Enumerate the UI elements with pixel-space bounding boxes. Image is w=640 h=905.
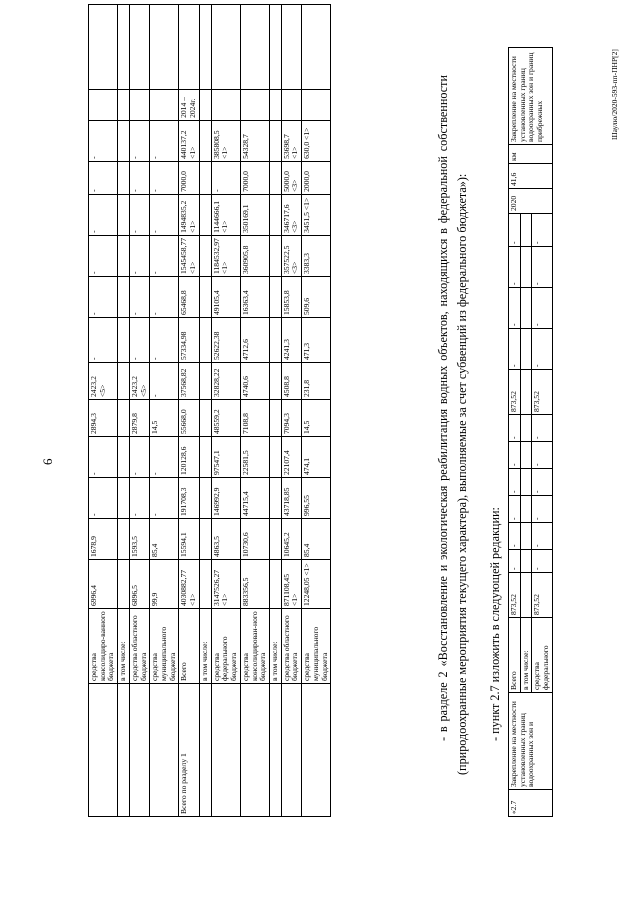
value-cell bbox=[118, 519, 130, 560]
value-cell bbox=[199, 478, 211, 519]
table-row bbox=[199, 4, 211, 816]
value-cell: 1545458,77 <1> bbox=[179, 235, 199, 276]
empty-cell bbox=[118, 4, 130, 89]
table-row bbox=[129, 4, 149, 816]
value-cell bbox=[118, 560, 130, 609]
table-row bbox=[240, 4, 269, 816]
empty-cell bbox=[302, 4, 331, 89]
value-cell: 357522,5 <3> bbox=[281, 235, 301, 276]
value-cell bbox=[118, 478, 130, 519]
value-cell bbox=[269, 161, 281, 194]
value-cell: - bbox=[509, 415, 521, 442]
value-cell: 1144666,1 <1> bbox=[211, 194, 240, 235]
value-cell: - bbox=[211, 161, 240, 194]
value-cell: 1184532,97 <1> bbox=[211, 235, 240, 276]
value-cell: 2423,2 <5> bbox=[89, 363, 118, 400]
value-cell: - bbox=[89, 120, 118, 161]
value-cell: 996,55 bbox=[302, 478, 331, 519]
value-cell: - bbox=[509, 247, 521, 288]
empty-cell bbox=[150, 4, 179, 89]
value-cell: 3451,5 <1> bbox=[302, 194, 331, 235]
value-cell bbox=[118, 120, 130, 161]
row-label: средства областного бюджета bbox=[281, 609, 301, 684]
value-cell: - bbox=[129, 437, 149, 478]
value-cell bbox=[199, 120, 211, 161]
value-cell bbox=[199, 519, 211, 560]
value-cell bbox=[269, 400, 281, 437]
value-cell bbox=[199, 235, 211, 276]
value-cell bbox=[118, 277, 130, 318]
section-cell bbox=[281, 684, 301, 817]
row-label: в том числе: bbox=[118, 609, 130, 684]
value-cell: - bbox=[509, 469, 521, 496]
value-cell bbox=[118, 235, 130, 276]
value-cell: 1678,9 bbox=[89, 519, 118, 560]
row-label: в том числе: bbox=[520, 618, 532, 693]
value-cell: 3147526,27 <1> bbox=[211, 560, 240, 609]
value-cell: 85,4 bbox=[150, 519, 179, 560]
value-cell: 440137,2 <1> bbox=[179, 120, 199, 161]
value-cell: - bbox=[532, 550, 552, 573]
value-cell bbox=[269, 318, 281, 363]
value-cell bbox=[520, 469, 532, 496]
value-cell: 6996,4 bbox=[89, 560, 118, 609]
year-cell: 2014 – 2024г. bbox=[179, 89, 199, 120]
value-cell bbox=[118, 194, 130, 235]
total-cell: 873,52 bbox=[509, 573, 521, 618]
value-cell: 12248,05 <1> bbox=[302, 560, 331, 609]
table-row bbox=[211, 4, 240, 816]
value-cell: - bbox=[509, 496, 521, 523]
value-cell: - bbox=[129, 194, 149, 235]
value-cell: - bbox=[150, 363, 179, 400]
table-row bbox=[118, 4, 130, 816]
value-cell: 191708,3 bbox=[179, 478, 199, 519]
value-cell: 15594,1 bbox=[179, 519, 199, 560]
value-cell bbox=[199, 277, 211, 318]
year-cell bbox=[211, 89, 240, 120]
value-cell: 7000,0 bbox=[240, 161, 269, 194]
value-cell: 43718,85 bbox=[281, 478, 301, 519]
item-number: «2.7 bbox=[509, 790, 553, 817]
value-cell: 883356,5 bbox=[240, 560, 269, 609]
year-cell bbox=[281, 89, 301, 120]
value-cell: 4740,6 bbox=[240, 363, 269, 400]
value-cell: 630,0 <1> bbox=[302, 120, 331, 161]
table-row bbox=[281, 4, 301, 816]
value-cell: 474,1 bbox=[302, 437, 331, 478]
value-cell: 22107,4 bbox=[281, 437, 301, 478]
value-cell: 55668,0 bbox=[179, 400, 199, 437]
row-label: средства муниципального бюджета bbox=[150, 609, 179, 684]
value-cell: - bbox=[129, 318, 149, 363]
value-cell: - bbox=[150, 318, 179, 363]
value-cell: 6896,5 bbox=[129, 560, 149, 609]
value-cell: 99,9 bbox=[150, 560, 179, 609]
value-cell: - bbox=[532, 496, 552, 523]
value-cell bbox=[269, 363, 281, 400]
value-cell: 346717,6 <3> bbox=[281, 194, 301, 235]
row-label: средства консолидирован-ного бюджета bbox=[240, 609, 269, 684]
value-cell: 4508,8 bbox=[281, 363, 301, 400]
value-cell: 2000,0 bbox=[302, 161, 331, 194]
value-cell bbox=[269, 519, 281, 560]
value-cell: - bbox=[532, 523, 552, 550]
value-cell bbox=[199, 560, 211, 609]
value-cell bbox=[269, 560, 281, 609]
value-cell: 54328,7 bbox=[240, 120, 269, 161]
value-cell: 10730,6 bbox=[240, 519, 269, 560]
value-cell: 385808,5 <1> bbox=[211, 120, 240, 161]
value-cell: - bbox=[89, 235, 118, 276]
empty-cell bbox=[211, 4, 240, 89]
table-row bbox=[509, 48, 521, 817]
value-cell bbox=[118, 318, 130, 363]
section-cell: Всего по разделу 1 bbox=[179, 684, 199, 817]
empty-cell bbox=[89, 4, 118, 89]
value-cell bbox=[520, 523, 532, 550]
value-cell: 7000,0 bbox=[179, 161, 199, 194]
year-cell bbox=[269, 89, 281, 120]
value-cell bbox=[199, 363, 211, 400]
result-cell: Закрепление на местности установленных границ водоохранных зон и границ прибрежных bbox=[509, 48, 553, 145]
value-cell: - bbox=[150, 194, 179, 235]
page-number: 6 bbox=[40, 458, 55, 465]
footer-code: Шаулю/2020-593-пп-ПНР[2] bbox=[610, 49, 619, 140]
value-cell bbox=[199, 437, 211, 478]
value-cell bbox=[520, 496, 532, 523]
value-cell bbox=[118, 161, 130, 194]
value-cell: 2894,3 bbox=[89, 400, 118, 437]
value-cell: 471,3 bbox=[302, 318, 331, 363]
value-cell bbox=[520, 329, 532, 370]
value-cell bbox=[269, 437, 281, 478]
paragraph-section-2: - в разделе 2 «Восстановление и экологическая реабилитация водных объектов, находящихся в федеральной собственности (природоохранные мероприятия текущего характера), выполняемые за счет субвенций из федерального бюджета»): bbox=[436, 75, 469, 775]
value-cell: 873,52 bbox=[532, 370, 552, 415]
value-cell: - bbox=[532, 329, 552, 370]
value-cell: - bbox=[532, 415, 552, 442]
section-cell bbox=[129, 684, 149, 817]
value-cell: 3383,3 bbox=[302, 235, 331, 276]
value-cell: 22581,5 bbox=[240, 437, 269, 478]
value-cell: 4712,6 bbox=[240, 318, 269, 363]
value-cell: - bbox=[129, 235, 149, 276]
section-cell bbox=[302, 684, 331, 817]
value-cell: - bbox=[509, 523, 521, 550]
value-cell bbox=[269, 277, 281, 318]
value-cell: - bbox=[509, 288, 521, 329]
section-cell bbox=[199, 684, 211, 817]
budget-table-bottom bbox=[508, 47, 553, 817]
value-cell: - bbox=[89, 437, 118, 478]
value-cell bbox=[520, 247, 532, 288]
value-cell: - bbox=[89, 194, 118, 235]
value-cell: 16363,4 bbox=[240, 277, 269, 318]
table-row bbox=[150, 4, 179, 816]
row-label: в том числе: bbox=[199, 609, 211, 684]
value-cell bbox=[269, 235, 281, 276]
value-cell: 7108,8 bbox=[240, 400, 269, 437]
value-cell: 5000,0 <3> bbox=[281, 161, 301, 194]
value-cell: 1593,5 bbox=[129, 519, 149, 560]
value-cell: - bbox=[129, 478, 149, 519]
empty-cell bbox=[281, 4, 301, 89]
value-cell: - bbox=[89, 318, 118, 363]
row-label: средства федерального bbox=[532, 618, 552, 693]
row-label: Всего bbox=[179, 609, 199, 684]
row-label: средства муниципального бюджета bbox=[302, 609, 331, 684]
year-cell bbox=[150, 89, 179, 120]
value-cell: 871108,45 <1> bbox=[281, 560, 301, 609]
section-cell bbox=[150, 684, 179, 817]
value-cell bbox=[520, 214, 532, 247]
value-cell bbox=[269, 478, 281, 519]
total-cell bbox=[520, 573, 532, 618]
value-cell: - bbox=[150, 161, 179, 194]
row-label: Всего bbox=[509, 618, 521, 693]
value-cell: - bbox=[532, 247, 552, 288]
value-cell: - bbox=[532, 469, 552, 496]
year-cell bbox=[89, 89, 118, 120]
empty-cell bbox=[179, 4, 199, 89]
item-name: Закрепление на местности установленных границ водоохранных зон и bbox=[509, 693, 553, 790]
value-cell: - bbox=[89, 478, 118, 519]
value-cell: - bbox=[129, 120, 149, 161]
value-cell: 1494835,2 <1> bbox=[179, 194, 199, 235]
total-cell: 873,52 bbox=[532, 573, 552, 618]
value-cell: - bbox=[532, 214, 552, 247]
section-cell bbox=[211, 684, 240, 817]
table-row bbox=[89, 4, 118, 816]
value-cell: 14,5 bbox=[150, 400, 179, 437]
empty-cell bbox=[269, 4, 281, 89]
paragraph-item-2-7: - пункт 2.7 изложить в следующей редакции: bbox=[488, 507, 502, 741]
value-cell: - bbox=[532, 288, 552, 329]
value-cell: - bbox=[532, 442, 552, 469]
row-label: средства федерального бюджета bbox=[211, 609, 240, 684]
empty-cell bbox=[129, 4, 149, 89]
value-cell: 7094,3 bbox=[281, 400, 301, 437]
empty-cell bbox=[240, 4, 269, 89]
value-cell: - bbox=[150, 437, 179, 478]
value-cell: - bbox=[129, 161, 149, 194]
value-cell bbox=[118, 400, 130, 437]
year-cell bbox=[199, 89, 211, 120]
value-cell bbox=[199, 194, 211, 235]
value-cell: 120128,6 bbox=[179, 437, 199, 478]
value-cell: 97547,1 bbox=[211, 437, 240, 478]
value-cell: 52622,38 bbox=[211, 318, 240, 363]
budget-table-top bbox=[88, 4, 331, 817]
value-cell bbox=[520, 550, 532, 573]
year-cell: 2020 bbox=[509, 189, 553, 214]
value-cell: 2879,8 bbox=[129, 400, 149, 437]
value-cell: - bbox=[509, 329, 521, 370]
row-label: в том числе: bbox=[269, 609, 281, 684]
value-cell: 4030882,77 <1> bbox=[179, 560, 199, 609]
value-cell: - bbox=[150, 235, 179, 276]
value-cell bbox=[520, 442, 532, 469]
value-cell bbox=[199, 161, 211, 194]
value-cell: - bbox=[150, 120, 179, 161]
section-cell bbox=[89, 684, 118, 817]
value-cell: - bbox=[129, 277, 149, 318]
value-cell: - bbox=[150, 478, 179, 519]
value-cell bbox=[520, 415, 532, 442]
quantity-cell: 41,6 bbox=[509, 164, 553, 189]
section-cell bbox=[269, 684, 281, 817]
value-cell bbox=[520, 288, 532, 329]
value-cell: 4863,5 bbox=[211, 519, 240, 560]
value-cell: 65468,8 bbox=[179, 277, 199, 318]
section-cell bbox=[118, 684, 130, 817]
value-cell: 14,5 bbox=[302, 400, 331, 437]
value-cell bbox=[118, 363, 130, 400]
value-cell: - bbox=[509, 214, 521, 247]
value-cell: 146992,9 bbox=[211, 478, 240, 519]
value-cell: 231,8 bbox=[302, 363, 331, 400]
value-cell: 509,6 bbox=[302, 277, 331, 318]
value-cell: - bbox=[509, 442, 521, 469]
row-label: средства консолидиро-ванного бюджета bbox=[89, 609, 118, 684]
value-cell: 2423,2 <5> bbox=[129, 363, 149, 400]
section-cell bbox=[240, 684, 269, 817]
value-cell: 49105,4 bbox=[211, 277, 240, 318]
year-cell bbox=[240, 89, 269, 120]
value-cell: 85,4 bbox=[302, 519, 331, 560]
value-cell: 32828,22 bbox=[211, 363, 240, 400]
value-cell: 53698,7 <1> bbox=[281, 120, 301, 161]
value-cell: 44715,4 bbox=[240, 478, 269, 519]
value-cell: - bbox=[89, 277, 118, 318]
value-cell: 37568,82 bbox=[179, 363, 199, 400]
value-cell bbox=[269, 194, 281, 235]
value-cell: 15853,8 bbox=[281, 277, 301, 318]
value-cell: 10645,2 bbox=[281, 519, 301, 560]
value-cell: 57334,98 bbox=[179, 318, 199, 363]
year-cell bbox=[129, 89, 149, 120]
value-cell bbox=[269, 120, 281, 161]
value-cell: 360905,8 bbox=[240, 235, 269, 276]
unit-cell: км bbox=[509, 145, 553, 164]
value-cell bbox=[199, 318, 211, 363]
value-cell bbox=[199, 400, 211, 437]
table-row bbox=[269, 4, 281, 816]
year-cell bbox=[302, 89, 331, 120]
row-label: средства областного бюджета bbox=[129, 609, 149, 684]
value-cell: - bbox=[150, 277, 179, 318]
value-cell bbox=[118, 437, 130, 478]
table-row bbox=[302, 4, 331, 816]
value-cell: - bbox=[509, 550, 521, 573]
year-cell bbox=[118, 89, 130, 120]
value-cell: - bbox=[89, 161, 118, 194]
value-cell: 48559,2 bbox=[211, 400, 240, 437]
empty-cell bbox=[199, 4, 211, 89]
value-cell bbox=[520, 370, 532, 415]
table-row bbox=[179, 4, 199, 816]
value-cell: 350169,1 bbox=[240, 194, 269, 235]
value-cell: 4241,3 bbox=[281, 318, 301, 363]
value-cell: 873,52 bbox=[509, 370, 521, 415]
